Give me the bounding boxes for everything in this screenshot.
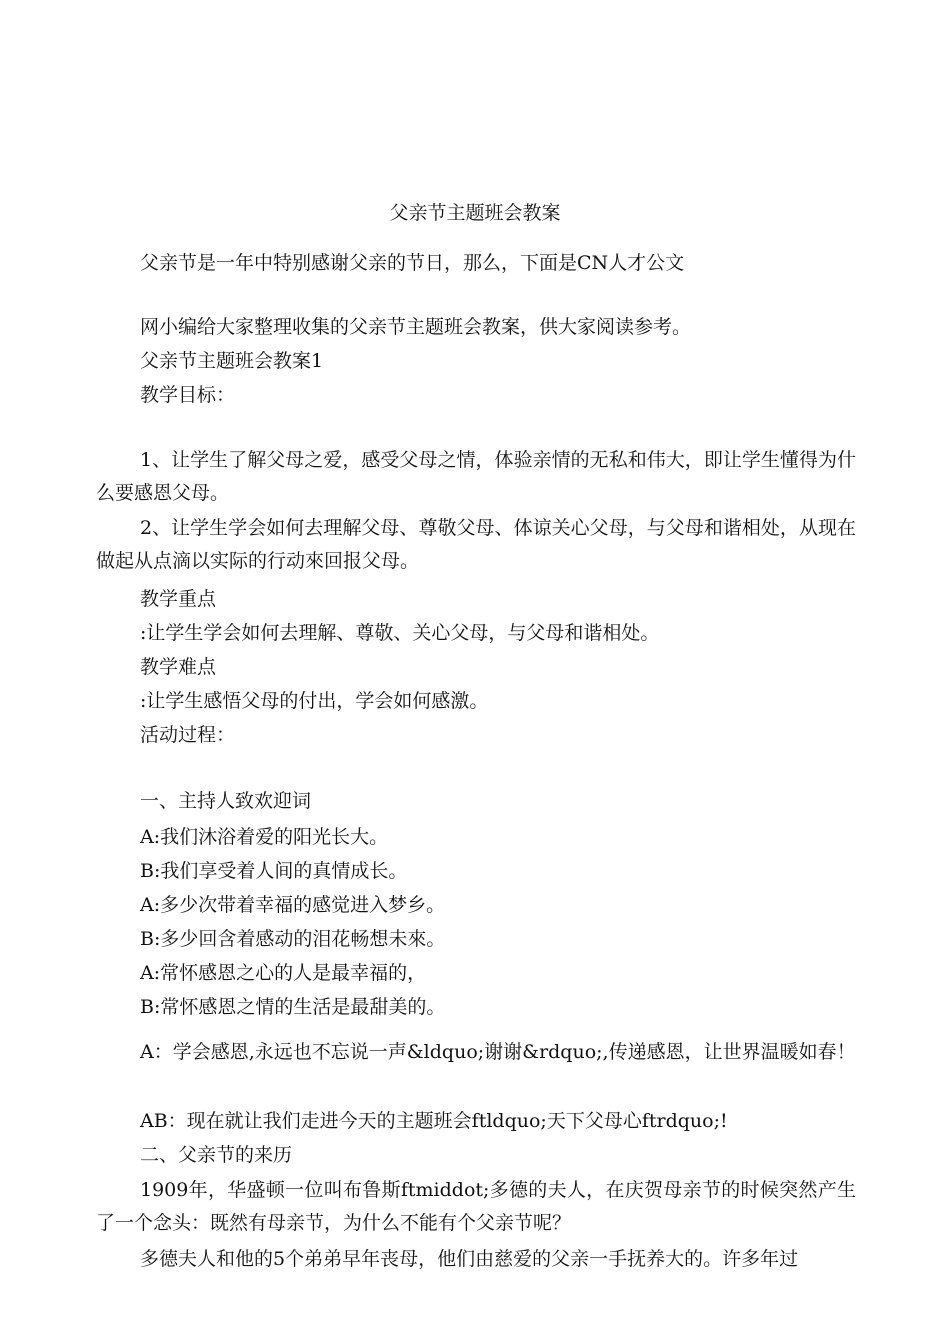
key-heading: 教学重点 (140, 588, 217, 610)
key-text: :让学生学会如何去理解、尊敬、关心父母，与父母和谐相处。 (140, 622, 660, 644)
dialog-line: B:我们享受着人间的真情成长。 (140, 860, 408, 882)
intro-line-1: 父亲节是一年中特别感谢父亲的节日，那么，下面是CN人才公文 (140, 252, 685, 274)
document-title: 父亲节主题班会教案 (389, 202, 561, 224)
part2-heading: 二、父亲节的来历 (140, 1144, 293, 1166)
process-heading: 活动过程： (140, 724, 236, 746)
dialog-line: B:常怀感恩之情的生活是最甜美的。 (140, 996, 446, 1018)
goal-paragraph-2: 2、让学生学会如何去理解父母、尊敬父母、体谅关心父母，与父母和谐相处，从现在做起从点滴以实际的行动來回报父母。 (96, 517, 856, 572)
intro-line-2: 网小编给大家整理收集的父亲节主题班会教案，供大家阅读参考。 (140, 316, 692, 338)
section-title: 父亲节主题班会教案1 (140, 350, 324, 372)
history-paragraph-1: 1909年，华盛顿一位叫布鲁斯ftmiddot;多德的夫人，在庆贺母亲节的时候突然产生了一个念头：既然有母亲节，为什么不能有个父亲节呢？ (96, 1179, 856, 1234)
goal-heading: 教学目标： (140, 384, 236, 406)
dialog-line: B:多少回含着感动的泪花畅想未來。 (140, 928, 446, 950)
part1-heading: 一、主持人致欢迎词 (140, 790, 312, 812)
difficulty-heading: 教学难点 (140, 656, 217, 678)
goal-paragraph-1: 1、让学生了解父母之爱，感受父母之情，体验亲情的无私和伟大，即让学生懂得为什么要感恩父母。 (96, 449, 856, 504)
dialog-line: A:我们沐浴着爱的阳光长大。 (140, 826, 389, 848)
dialog-line: A:多少次带着幸福的感觉进入梦乡。 (140, 894, 446, 916)
dialog-line: A:常怀感恩之心的人是最幸福的， (140, 962, 427, 984)
dialog-line: AB：现在就让我们走进今天的主题班会ftldquo;天下父母心ftrdquo;! (140, 1110, 728, 1132)
dialog-paragraph: A：学会感恩,永远也不忘说一声&ldquo;谢谢&rdquo;,传递感恩，让世界温暖如春！ (140, 1041, 856, 1063)
history-paragraph-2: 多德夫人和他的5个弟弟早年丧母，他们由慈爱的父亲一手抚养大的。许多年过 (140, 1248, 799, 1270)
difficulty-text: :让学生感悟父母的付出，学会如何感激。 (140, 690, 489, 712)
